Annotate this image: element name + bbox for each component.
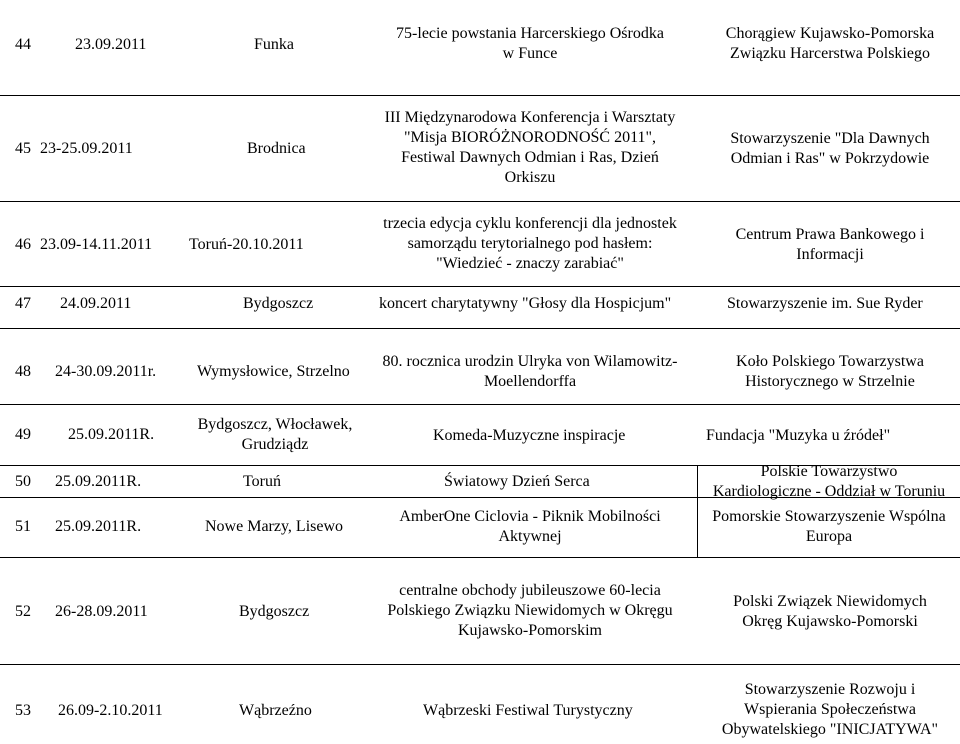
row-organizer: Stowarzyszenie "Dla Dawnych Odmian i Ras" w Pokrzydowie [730,130,930,167]
row-date: 24-30.09.2011r. [55,363,157,380]
row-place: Toruń-20.10.2011 [189,236,304,253]
row-number: 53 [15,702,31,719]
row-organizer: Polski Związek Niewidomych Okręg Kujawsko-Pomorski [733,593,927,630]
row-number: 45 [15,140,31,157]
row-event: Światowy Dzień Serca [444,473,590,490]
row-divider [0,664,960,665]
row-number: 48 [15,363,31,380]
row-divider [0,404,960,405]
row-date: 23.09-14.11.2011 [40,236,153,253]
row-place: Funka [254,36,294,53]
row-event: trzecia edycja cyklu konferencji dla jednostek samorządu terytorialnego pod hasłem: "Wiedzieć - znaczy zarabiać" [383,215,677,272]
row-event: 80. rocznica urodzin Ulryka von Wilamowitz- Moellendorffa [382,353,678,390]
row-divider [0,557,960,558]
row-date: 26.09-2.10.2011 [58,702,163,719]
row-divider [0,201,960,202]
row-divider [0,286,960,287]
row-date: 26-28.09.2011 [55,603,148,620]
row-event: centralne obchody jubileuszowe 60-lecia Polskiego Związku Niewidomych w Okręgu Kujawsko-Pomorskim [387,582,673,639]
row-event: Wąbrzeski Festiwal Turystyczny [423,702,633,719]
row-number: 46 [15,236,31,253]
row-number: 49 [15,426,31,443]
row-organizer: Koło Polskiego Towarzystwa Historycznego w Strzelnie [736,353,924,390]
row-organizer: Pomorskie Stowarzyszenie Wspólna Europa [712,508,946,545]
row-date: 25.09.2011R. [55,518,142,535]
row-divider [0,95,960,96]
row-number: 50 [15,473,31,490]
row-date: 25.09.2011R. [68,426,155,443]
row-event: Komeda-Muzyczne inspiracje [433,427,626,444]
row-date: 25.09.2011R. [55,473,142,490]
row-organizer: Chorągiew Kujawsko-Pomorska Związku Harcerstwa Polskiego [725,25,935,62]
row-date: 23.09.2011 [75,36,147,53]
row-place: Wymysłowice, Strzelno [197,363,350,380]
row-event: 75-lecie powstania Harcerskiego Ośrodka w Funce [396,25,664,62]
row-place: Wąbrzeźno [239,702,312,719]
row-organizer: Polskie Towarzystwo Kardiologiczne - Oddział w Toruniu [712,463,946,500]
row-organizer: Stowarzyszenie im. Sue Ryder [727,295,923,312]
row-event: III Międzynarodowa Konferencja i Warsztaty "Misja BIORÓŻNORODNOŚĆ 2011", Festiwal Dawnych Odmian i Ras, Dzień Orkiszu [384,109,676,186]
row-organizer: Centrum Prawa Bankowego i Informacji [735,226,925,263]
row-event: koncert charytatywny "Głosy dla Hospicjum" [379,295,672,312]
row-organizer: Fundacja "Muzyka u źródeł" [706,427,891,444]
row-number: 44 [15,36,31,53]
row-place: Brodnica [247,140,306,157]
row-divider [0,328,960,329]
row-organizer: Stowarzyszenie Rozwoju i Wspierania Społeczeństwa Obywatelskiego "INICJATYWA" [721,681,939,738]
row-date: 23-25.09.2011 [40,140,133,157]
row-place: Bydgoszcz [243,295,314,312]
row-place: Bydgoszcz, Włocławek, Grudziądz [197,416,353,453]
row-number: 52 [15,603,31,620]
row-date: 24.09.2011 [60,295,132,312]
row-event: AmberOne Ciclovia - Piknik Mobilności Aktywnej [399,508,661,545]
row-number: 51 [15,518,31,535]
row-place: Bydgoszcz [239,603,310,620]
row-number: 47 [15,295,31,312]
row-place: Nowe Marzy, Lisewo [205,518,344,535]
row-place: Toruń [243,473,281,490]
